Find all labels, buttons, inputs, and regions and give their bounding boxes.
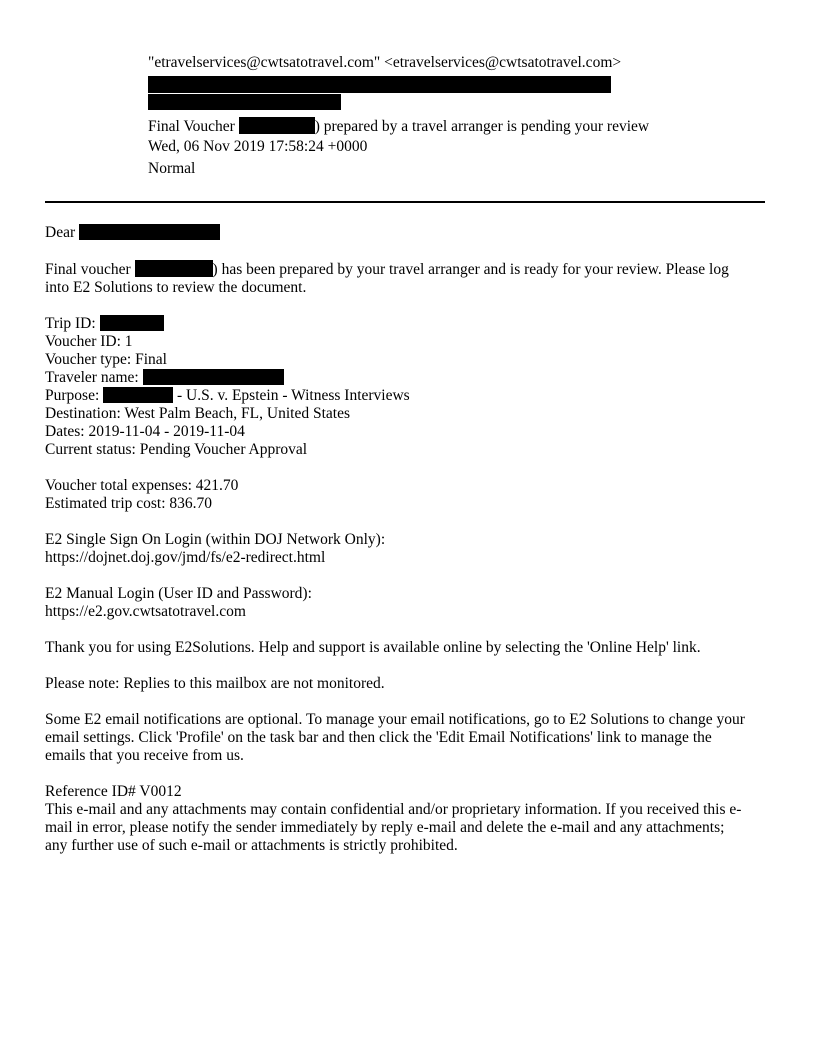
- email-body: [45, 224, 771, 855]
- intro-line-2: into E2 Solutions to review the document.: [45, 279, 307, 296]
- date-value: Wed, 06 Nov 2019 17:58:24 +0000: [148, 138, 368, 155]
- traveler-name-line: [45, 369, 771, 387]
- purpose-redaction: [103, 387, 173, 403]
- purpose-suffix: - U.S. v. Epstein - Witness Interviews: [177, 387, 410, 404]
- recipient-redaction: [79, 224, 220, 240]
- importance-value: Normal: [148, 160, 196, 177]
- trip-id-redaction: [100, 315, 164, 331]
- purpose-line: [45, 387, 771, 405]
- subject-value: [148, 117, 649, 136]
- intro-prefix: Final voucher: [45, 261, 131, 278]
- manual-login-label: E2 Manual Login (User ID and Password):: [45, 585, 312, 602]
- disclaimer-line-1: This e-mail and any attachments may contain confidential and/or proprietary information. If you received this e-: [45, 801, 742, 818]
- header-divider: [45, 201, 765, 203]
- destination-line: Destination: West Palm Beach, FL, United States: [45, 405, 350, 422]
- intro-suffix: ) has been prepared by your travel arranger and is ready for your review. Please log: [212, 261, 729, 278]
- traveler-name-redaction: [143, 369, 284, 385]
- greeting-line: [45, 224, 771, 242]
- sso-link[interactable]: https://dojnet.doj.gov/jmd/fs/e2-redirect.html: [45, 549, 326, 566]
- note-line: Please note: Replies to this mailbox are not monitored.: [45, 675, 385, 692]
- purpose-label: Purpose:: [45, 387, 100, 404]
- optional-line-3: emails that you receive from us.: [45, 747, 244, 764]
- trip-id-label: Trip ID:: [45, 315, 96, 332]
- sso-label: E2 Single Sign On Login (within DOJ Network Only):: [45, 531, 386, 548]
- subject-prefix: Final Voucher: [148, 118, 235, 135]
- traveler-name-label: Traveler name:: [45, 369, 139, 386]
- estimated-cost-line: Estimated trip cost: 836.70: [45, 495, 213, 512]
- manual-login-link[interactable]: https://e2.gov.cwtsatotravel.com: [45, 603, 246, 620]
- disclaimer-line-3: any further use of such e-mail or attachments is strictly prohibited.: [45, 837, 458, 854]
- intro-line-1: [45, 260, 771, 279]
- reference-id: Reference ID# V0012: [45, 783, 182, 800]
- trip-id-line: [45, 315, 771, 333]
- voucher-id-line: Voucher ID: 1: [45, 333, 133, 350]
- status-line: Current status: Pending Voucher Approval: [45, 441, 308, 458]
- disclaimer-line-2: mail in error, please notify the sender immediately by reply e-mail and delete the e-mail and any attachments;: [45, 819, 725, 836]
- from-value: "etravelservices@cwtsatotravel.com" <etravelservices@cwtsatotravel.com>: [148, 54, 622, 71]
- dates-line: Dates: 2019-11-04 - 2019-11-04: [45, 423, 245, 440]
- subject-suffix: ) prepared by a travel arranger is pending your review: [314, 118, 650, 135]
- to-redaction-2: [148, 94, 341, 110]
- thanks-line: Thank you for using E2Solutions. Help and support is available online by selecting the 'Online Help' link.: [45, 639, 701, 656]
- subject-redaction: [239, 117, 315, 134]
- optional-line-1: Some E2 email notifications are optional. To manage your email notifications, go to E2 Solutions to change your: [45, 711, 745, 728]
- voucher-total-line: Voucher total expenses: 421.70: [45, 477, 239, 494]
- to-redaction-1: [148, 76, 611, 93]
- greeting: Dear: [45, 224, 76, 241]
- voucher-type-line: Voucher type: Final: [45, 351, 167, 368]
- voucher-redaction: [135, 260, 213, 277]
- optional-line-2: email settings. Click 'Profile' on the task bar and then click the 'Edit Email Notifications' link to manage the: [45, 729, 712, 746]
